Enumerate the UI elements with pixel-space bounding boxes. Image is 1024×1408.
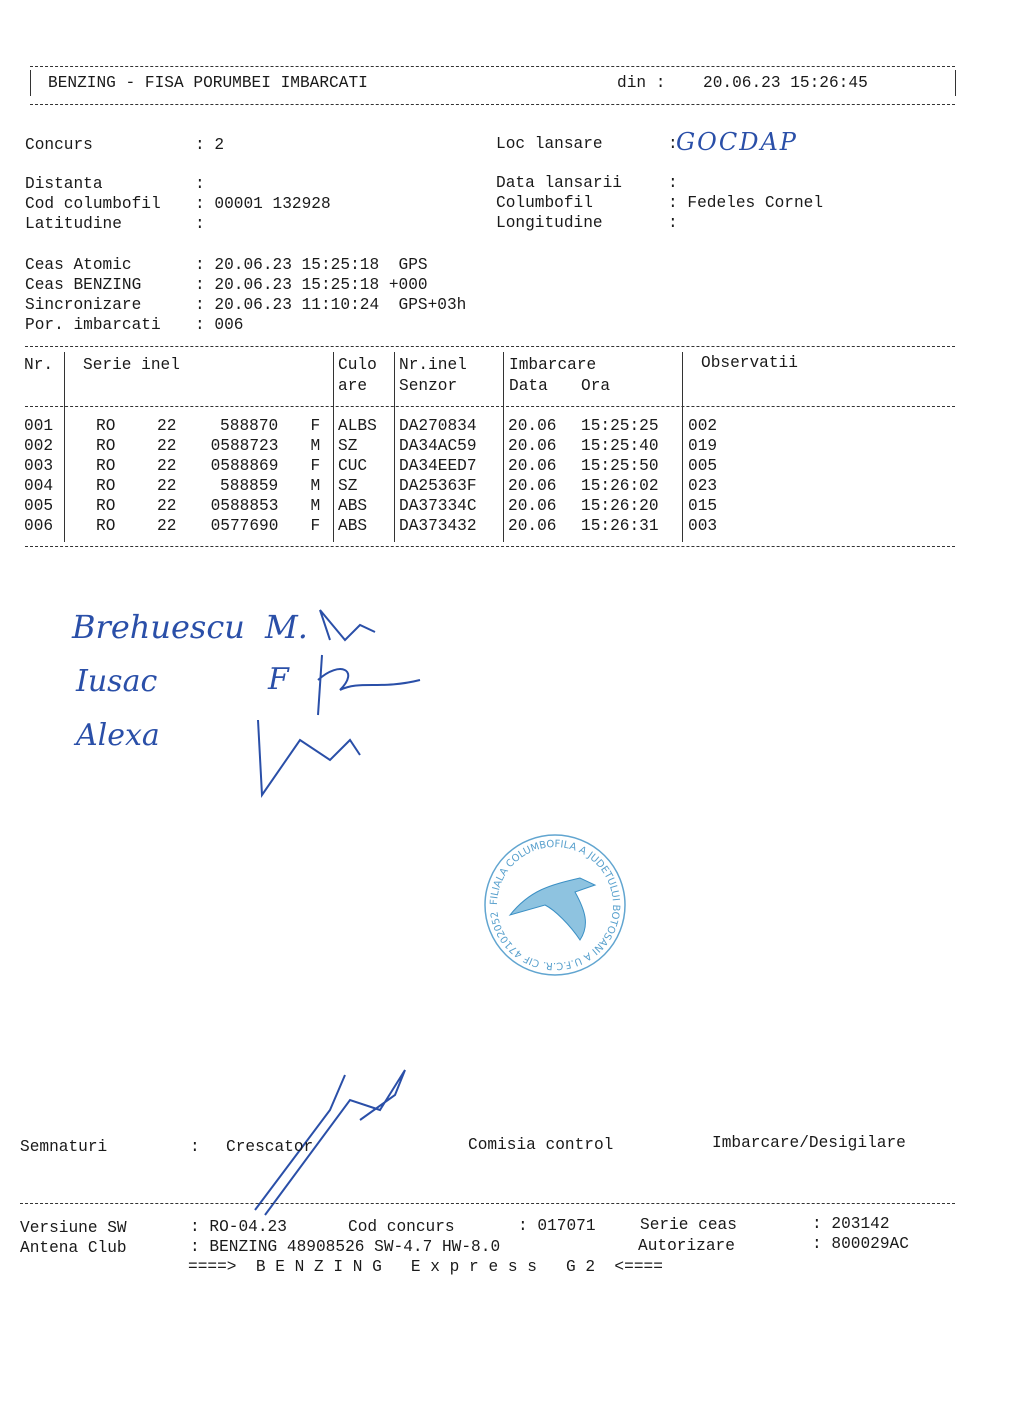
ceas-atomic-label: Ceas Atomic xyxy=(25,256,132,275)
antena-club-value: : BENZING 48908526 SW-4.7 HW-8.0 xyxy=(190,1238,501,1257)
cell-nr: 004 xyxy=(24,477,54,496)
header-ora: Ora xyxy=(581,377,611,396)
print-date-value: 20.06.23 15:26:45 xyxy=(703,74,868,93)
loc-lansare-label: Loc lansare xyxy=(496,135,603,154)
cell-inel: 0577690 xyxy=(210,517,278,536)
cell-culoare: SZ xyxy=(338,437,358,456)
por-imbarcati-label: Por. imbarcati xyxy=(25,316,161,335)
cell-sex: M xyxy=(310,477,320,496)
cell-sex: F xyxy=(310,517,320,536)
cell-an: 22 xyxy=(157,437,177,456)
cell-senzor: DA34EED7 xyxy=(399,457,477,476)
cell-inel: 588859 xyxy=(219,477,278,496)
cell-nr: 006 xyxy=(24,517,54,536)
cell-ora: 15:26:02 xyxy=(581,477,659,496)
cell-obs: 023 xyxy=(688,477,718,496)
cell-senzor: DA373432 xyxy=(399,517,477,536)
cell-inel: 0588869 xyxy=(210,457,278,476)
header-culoare: Culo xyxy=(338,356,377,375)
cell-obs: 019 xyxy=(688,437,718,456)
cell-tara: RO xyxy=(96,497,116,516)
cell-an: 22 xyxy=(157,497,177,516)
serie-ceas-value: : 203142 xyxy=(812,1215,890,1234)
pigeon-icon xyxy=(510,878,595,940)
cod-concurs-value: : 017071 xyxy=(518,1217,596,1236)
concurs-value: : 2 xyxy=(195,136,225,155)
sincronizare-label: Sincronizare xyxy=(25,296,142,315)
col-divider xyxy=(503,352,504,542)
cell-tara: RO xyxy=(96,517,116,536)
header-culoare-2: are xyxy=(338,377,368,396)
handwritten-name: Alexa xyxy=(76,718,160,753)
cell-data: 20.06 xyxy=(508,477,557,496)
semnaturi-colon: : xyxy=(190,1138,200,1157)
data-lansarii-value: : xyxy=(668,174,678,193)
autorizare-value: : 800029AC xyxy=(812,1235,909,1254)
cell-senzor: DA37334C xyxy=(399,497,477,516)
cell-senzor: DA34AC59 xyxy=(399,437,477,456)
handwritten-initial: M. xyxy=(265,608,308,646)
cell-tara: RO xyxy=(96,417,116,436)
cell-ora: 15:26:31 xyxy=(581,517,659,536)
document-title: BENZING - FISA PORUMBEI IMBARCATI xyxy=(48,74,368,93)
ceas-atomic-value: : 20.06.23 15:25:18 GPS xyxy=(195,256,428,275)
header-nr: Nr. xyxy=(24,356,54,375)
cell-senzor: DA25363F xyxy=(399,477,477,496)
cell-ora: 15:26:20 xyxy=(581,497,659,516)
header-bottom-border xyxy=(30,104,955,105)
cell-nr: 005 xyxy=(24,497,54,516)
col-divider xyxy=(682,352,683,542)
cell-sex: M xyxy=(310,437,320,456)
cell-obs: 003 xyxy=(688,517,718,536)
cell-data: 20.06 xyxy=(508,457,557,476)
distanta-value: : xyxy=(195,175,205,194)
benzing-express-banner: ====> B E N Z I N G E x p r e s s G 2 <==== xyxy=(188,1258,663,1277)
semnaturi-label: Semnaturi xyxy=(20,1138,108,1157)
cell-nr: 003 xyxy=(24,457,54,476)
cell-obs: 005 xyxy=(688,457,718,476)
cell-obs: 002 xyxy=(688,417,718,436)
cell-nr: 002 xyxy=(24,437,54,456)
cell-an: 22 xyxy=(157,417,177,436)
longitudine-label: Longitudine xyxy=(496,214,603,233)
comisia-control-label: Comisia control xyxy=(468,1136,614,1155)
cell-inel: 588870 xyxy=(219,417,278,436)
cell-senzor: DA270834 xyxy=(399,417,477,436)
cell-data: 20.06 xyxy=(508,437,557,456)
header-serie: Serie inel xyxy=(83,356,180,375)
table-bottom-border xyxy=(25,546,955,547)
col-divider xyxy=(394,352,395,542)
latitudine-value: : xyxy=(195,215,205,234)
cell-sex: F xyxy=(310,457,320,476)
stamp-text: FILIALA COLUMBOFILA A JUDETULUI BOTOSANI A U.F.C.R. CIF 47102052 xyxy=(488,838,622,972)
cell-ora: 15:25:25 xyxy=(581,417,659,436)
table-top-border xyxy=(25,346,955,347)
imbarcare-desigilare-label: Imbarcare/Desigilare xyxy=(712,1134,906,1153)
header-top-border xyxy=(30,66,955,67)
header-right-border xyxy=(955,70,956,96)
data-lansarii-label: Data lansarii xyxy=(496,174,622,193)
sincronizare-value: : 20.06.23 11:10:24 GPS+03h xyxy=(195,296,467,315)
cell-inel: 0588723 xyxy=(210,437,278,456)
cell-culoare: CUC xyxy=(338,457,368,476)
latitudine-label: Latitudine xyxy=(25,215,122,234)
distanta-label: Distanta xyxy=(25,175,103,194)
cell-culoare: SZ xyxy=(338,477,358,496)
cell-data: 20.06 xyxy=(508,417,557,436)
ceas-benzing-value: : 20.06.23 15:25:18 +000 xyxy=(195,276,428,295)
col-divider xyxy=(333,352,334,542)
cell-culoare: ALBS xyxy=(338,417,377,436)
autorizare-label: Autorizare xyxy=(638,1237,735,1256)
versiune-sw-value: : RO-04.23 xyxy=(190,1218,287,1237)
cell-culoare: ABS xyxy=(338,517,368,536)
table-header-border xyxy=(25,406,955,407)
cell-nr: 001 xyxy=(24,417,54,436)
crescator-label: Crescator xyxy=(226,1138,314,1157)
por-imbarcati-value: : 006 xyxy=(195,316,244,335)
cell-an: 22 xyxy=(157,477,177,496)
header-left-border xyxy=(30,70,31,96)
col-divider xyxy=(64,352,65,542)
header-imbarcare: Imbarcare xyxy=(509,356,597,375)
antena-club-label: Antena Club xyxy=(20,1239,127,1258)
cell-culoare: ABS xyxy=(338,497,368,516)
columbofil-label: Columbofil xyxy=(496,194,593,213)
longitudine-value: : xyxy=(668,214,678,233)
concurs-label: Concurs xyxy=(25,136,93,155)
stamp-seal xyxy=(480,830,630,980)
cell-data: 20.06 xyxy=(508,517,557,536)
handwritten-name: Iusac xyxy=(76,664,158,699)
versiune-sw-label: Versiune SW xyxy=(20,1219,127,1238)
cell-data: 20.06 xyxy=(508,497,557,516)
cell-ora: 15:25:50 xyxy=(581,457,659,476)
cell-ora: 15:25:40 xyxy=(581,437,659,456)
handwritten-name: Brehuescu xyxy=(72,608,245,646)
columbofil-value: : Fedeles Cornel xyxy=(668,194,824,213)
header-observatii: Observatii xyxy=(701,354,798,373)
loc-lansare-handwritten: GOCDAP xyxy=(676,128,798,156)
cell-tara: RO xyxy=(96,457,116,476)
cell-tara: RO xyxy=(96,437,116,456)
print-date-label: din : xyxy=(617,74,666,93)
serie-ceas-label: Serie ceas xyxy=(640,1216,737,1235)
cell-an: 22 xyxy=(157,457,177,476)
cod-columbofil-label: Cod columbofil xyxy=(25,195,161,214)
cell-an: 22 xyxy=(157,517,177,536)
cod-columbofil-value: : 00001 132928 xyxy=(195,195,331,214)
handwritten-initial: F xyxy=(268,662,289,697)
header-data: Data xyxy=(509,377,548,396)
cod-concurs-label: Cod concurs xyxy=(348,1218,455,1237)
cell-obs: 015 xyxy=(688,497,718,516)
footer-divider xyxy=(20,1203,955,1204)
loc-lansare-colon: : xyxy=(668,135,678,154)
ceas-benzing-label: Ceas BENZING xyxy=(25,276,142,295)
cell-tara: RO xyxy=(96,477,116,496)
cell-sex: F xyxy=(310,417,320,436)
cell-inel: 0588853 xyxy=(210,497,278,516)
header-senzor-2: Senzor xyxy=(399,377,458,396)
header-senzor: Nr.inel xyxy=(399,356,467,375)
cell-sex: M xyxy=(310,497,320,516)
